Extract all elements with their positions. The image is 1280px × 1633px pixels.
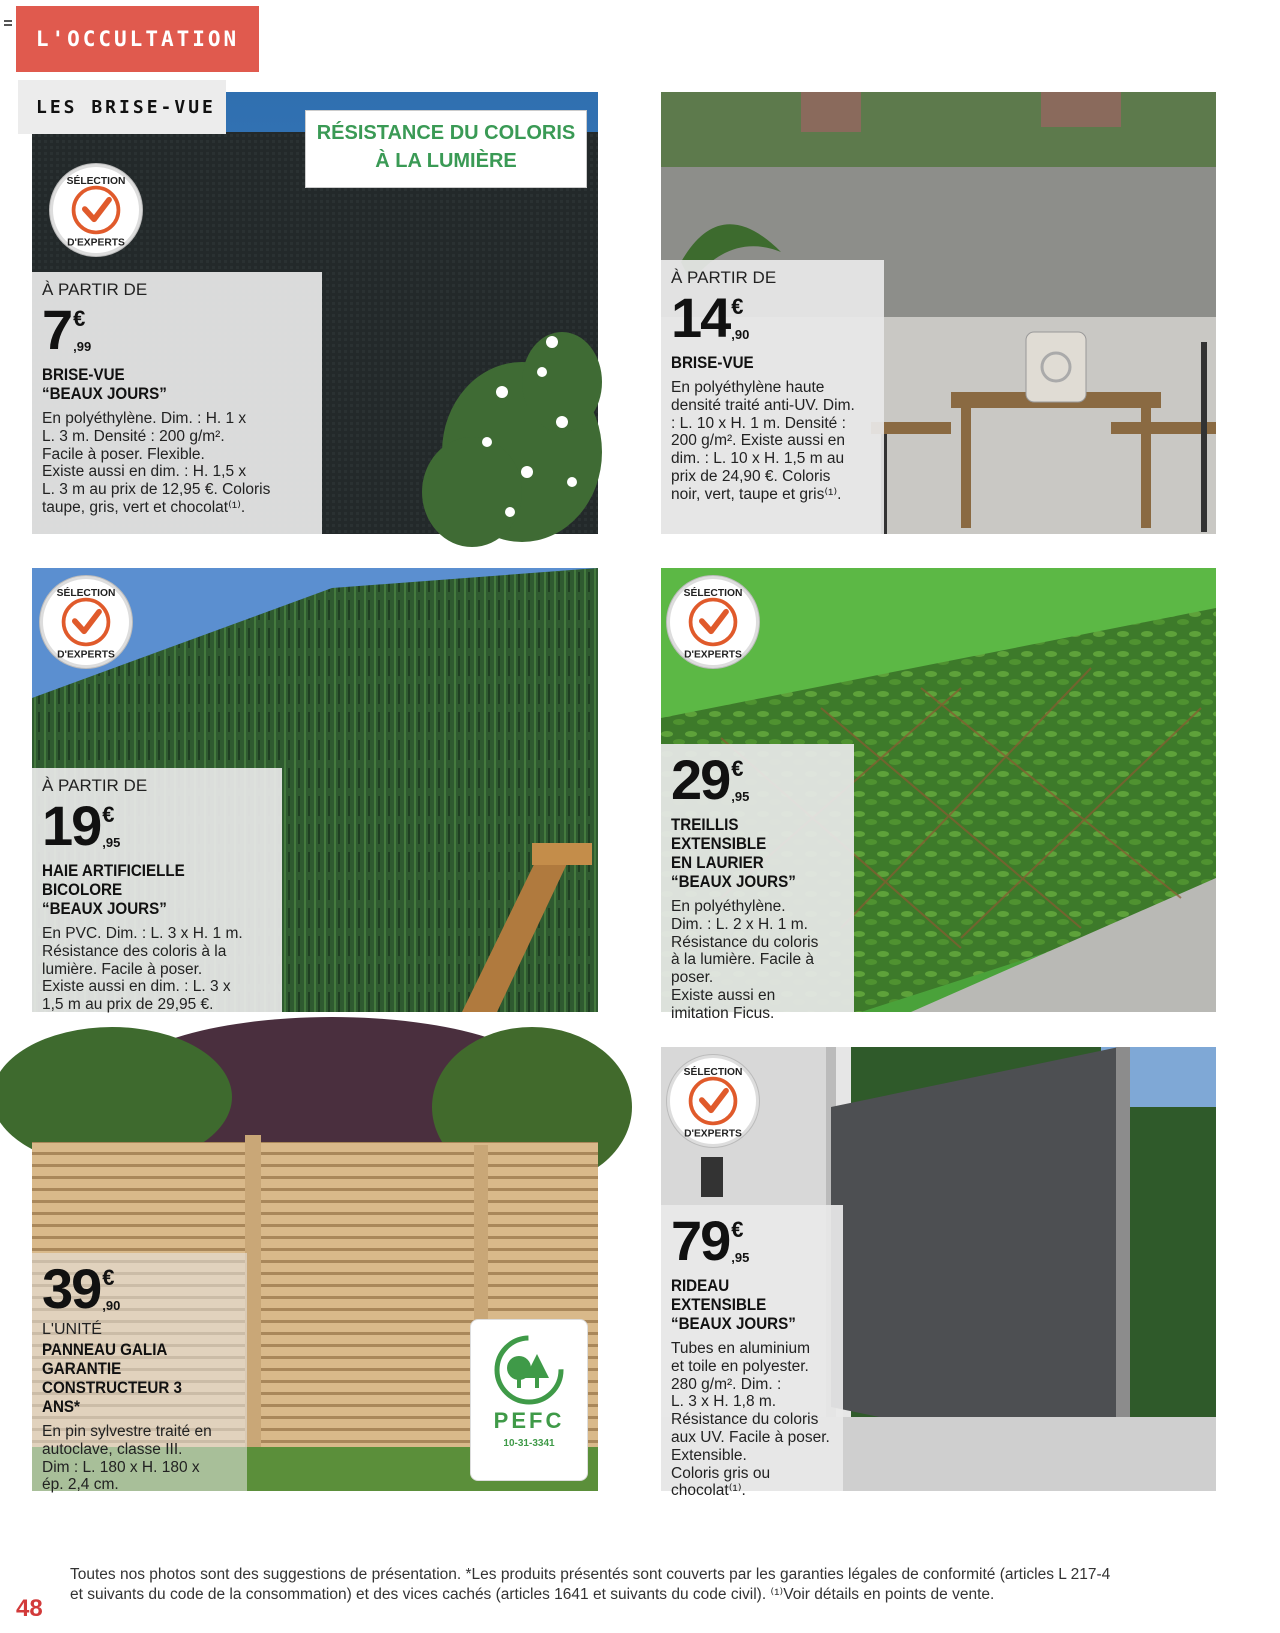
subsection-title: LES BRISE-VUE bbox=[18, 80, 226, 134]
footer-legal-note: Toutes nos photos sont des suggestions de présentation. *Les produits présentés sont couverts par les garanties légales de conformité (articles L 217-4 et suivants du code de la consommation) et des vices cachés (articles 1641 et suivants du code civil). ⁽¹⁾Voir détails en points de vente. bbox=[70, 1566, 1111, 1604]
product-description: Tubes en aluminium et toile en polyester. 280 g/m². Dim. : L. 3 x H. 1,8 m. Résistance du coloris aux UV. Facile à poser. Extensible. Coloris gris ou chocolat⁽¹⁾. bbox=[671, 1339, 830, 1500]
product-name: PANNEAU GALIA GARANTIE CONSTRUCTEUR 3 ANS* bbox=[42, 1341, 183, 1416]
price bbox=[42, 1257, 237, 1320]
price-integer: 7 bbox=[42, 298, 72, 361]
price bbox=[671, 1209, 833, 1272]
product-name: RIDEAU EXTENSIBLE “BEAUX JOURS” bbox=[671, 1277, 796, 1333]
price bbox=[671, 286, 874, 349]
product-description: En polyéthylène haute densité traité anti-UV. Dim. : L. 10 x H. 1 m. Densité : 200 g/m². Existe aussi en dim. : L. 10 x H. 1,5 m au prix de 24,90 €. Coloris noir, vert, taupe et gris⁽¹⁾. bbox=[671, 378, 855, 503]
product-info-box bbox=[32, 1253, 247, 1494]
badge-top-text: SÉLECTION bbox=[683, 587, 743, 599]
product-info-box bbox=[32, 768, 282, 1012]
currency: € bbox=[102, 1265, 115, 1290]
from-label: À PARTIR DE bbox=[671, 268, 777, 287]
pefc-code: 10-31-3341 bbox=[503, 1438, 555, 1449]
price-integer: 79 bbox=[671, 1209, 730, 1272]
currency: € bbox=[73, 306, 86, 331]
product-name: TREILLIS EXTENSIBLE EN LAURIER “BEAUX JOURS” bbox=[671, 816, 796, 891]
badge-top-text: SÉLECTION bbox=[66, 175, 126, 187]
selection-experts-badge bbox=[667, 576, 759, 668]
product-description: En PVC. Dim. : L. 3 x H. 1 m. Résistance des coloris à la lumière. Facile à poser. Existe aussi en dim. : L. 3 x 1,5 m au prix de 29,95 €. bbox=[42, 924, 243, 1014]
badge-bottom-text: D'EXPERTS bbox=[684, 649, 742, 661]
product-card-haie-artificielle[interactable] bbox=[32, 568, 598, 1012]
badge-top-text: SÉLECTION bbox=[683, 1066, 743, 1078]
corner-mark bbox=[4, 20, 12, 26]
product-info-box bbox=[661, 1205, 843, 1500]
page-number: 48 bbox=[16, 1595, 43, 1622]
price-integer: 39 bbox=[42, 1257, 101, 1320]
from-label: À PARTIR DE bbox=[42, 280, 148, 299]
product-card-rideau-extensible[interactable] bbox=[661, 1047, 1216, 1500]
from-label: À PARTIR DE bbox=[42, 776, 148, 795]
product-description: En polyéthylène. Dim. : H. 1 x L. 3 m. Densité : 200 g/m². Facile à poser. Flexible. Existe aussi en dim. : H. 1,5 x L. 3 m au prix de 12,95 €. Coloris taupe, gris, vert et chocolat⁽¹⁾. bbox=[42, 409, 271, 516]
price-integer: 29 bbox=[671, 748, 730, 811]
product-card-treillis-laurier[interactable] bbox=[661, 568, 1216, 1022]
currency: € bbox=[731, 294, 744, 319]
price-cents: ,95 bbox=[731, 789, 750, 804]
product-card-panneau-galia[interactable] bbox=[32, 1047, 598, 1494]
selection-experts-badge bbox=[40, 576, 132, 668]
product-info-box bbox=[32, 272, 322, 534]
price-cents: ,90 bbox=[731, 327, 750, 342]
currency: € bbox=[102, 802, 115, 827]
pefc-tree-icon bbox=[493, 1334, 565, 1406]
price bbox=[42, 298, 312, 361]
unit-label: L'UNITÉ bbox=[42, 1321, 102, 1338]
badge-bottom-text: D'EXPERTS bbox=[67, 237, 125, 249]
section-title: L'OCCULTATION bbox=[16, 6, 259, 72]
product-name: BRISE-VUE “BEAUX JOURS” bbox=[42, 366, 167, 403]
badge-bottom-text: D'EXPERTS bbox=[57, 649, 115, 661]
badge-top-text: SÉLECTION bbox=[56, 587, 116, 599]
selection-experts-badge bbox=[667, 1055, 759, 1147]
product-card-brise-vue-terrace[interactable] bbox=[661, 92, 1216, 534]
currency: € bbox=[731, 756, 744, 781]
badge-bottom-text: D'EXPERTS bbox=[684, 1128, 742, 1140]
price bbox=[671, 748, 844, 811]
product-info-box bbox=[661, 260, 884, 534]
product-description: En pin sylvestre traité en autoclave, classe III. Dim : L. 180 x H. 180 x ép. 2,4 cm. bbox=[42, 1422, 212, 1494]
selection-experts-badge bbox=[50, 164, 142, 256]
currency: € bbox=[731, 1217, 744, 1242]
price-cents: ,99 bbox=[73, 339, 92, 354]
pefc-label bbox=[470, 1319, 588, 1481]
price-cents: ,95 bbox=[102, 835, 121, 850]
callout-color-resistance: RÉSISTANCE DU COLORIS À LA LUMIÈRE bbox=[305, 110, 587, 188]
product-name: HAIE ARTIFICIELLE BICOLORE “BEAUX JOURS” bbox=[42, 862, 185, 918]
product-name: BRISE-VUE bbox=[671, 354, 754, 372]
price-integer: 14 bbox=[671, 286, 730, 349]
price bbox=[42, 794, 272, 857]
price-integer: 19 bbox=[42, 794, 101, 857]
price-cents: ,95 bbox=[731, 1250, 750, 1265]
pefc-text: PEFC bbox=[493, 1408, 565, 1433]
price-cents: ,90 bbox=[102, 1298, 121, 1313]
product-description: En polyéthylène. Dim. : L. 2 x H. 1 m. Résistance du coloris à la lumière. Facile à poser. Existe aussi en imitation Ficus. bbox=[671, 897, 819, 1022]
product-info-box bbox=[661, 744, 854, 1022]
